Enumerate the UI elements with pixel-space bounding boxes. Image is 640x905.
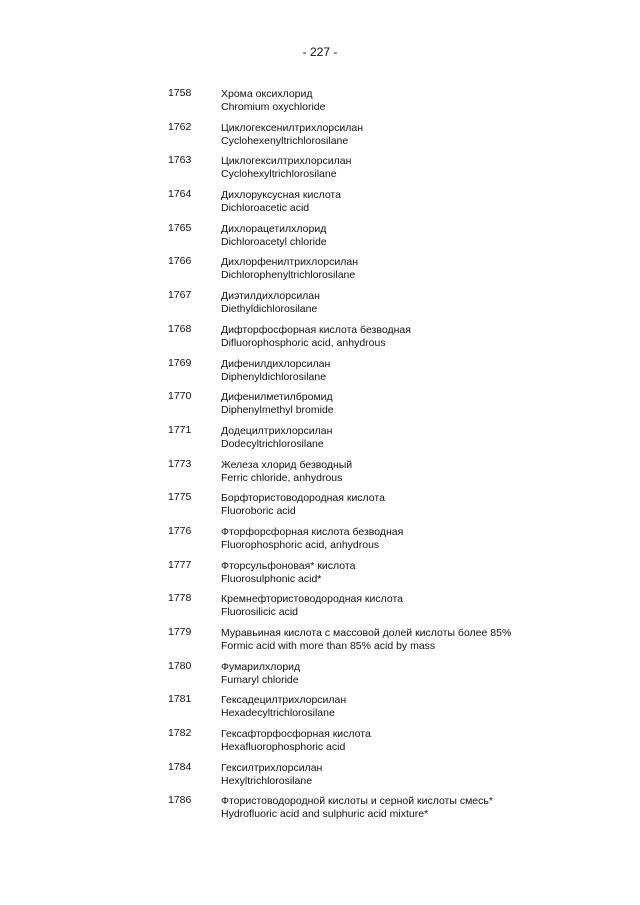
entry-names [221, 290, 608, 324]
entry-names [221, 223, 608, 257]
entry-number: 1762 [168, 120, 192, 133]
entry-name-russian: Фтористоводородной кислоты и серной кислоты смесь* [221, 795, 493, 808]
entry-number: 1764 [168, 188, 192, 201]
entry-name-english: Cyclohexyltrichlorosilane [221, 168, 337, 181]
entry-names [221, 155, 608, 189]
entry-names [221, 425, 608, 459]
entry-names [221, 560, 608, 594]
entry-name-russian: Гексафторфосфорная кислота [221, 728, 371, 741]
entry-1763 [168, 155, 608, 189]
entry-1782 [168, 728, 608, 762]
entry-number: 1771 [168, 423, 192, 436]
entry-1771 [168, 425, 608, 459]
entry-name-russian: Фторсульфоновая* кислота [221, 559, 356, 572]
entry-name-russian: Дихлоруксусная кислота [221, 189, 341, 202]
entry-name-russian: Кремнефтористоводородная кислота [221, 593, 404, 606]
entry-name-russian: Гексадецилтрихлорсилан [221, 694, 347, 707]
entry-name-english: Hydrofluoric acid and sulphuric acid mixture* [221, 808, 429, 821]
entry-name-russian: Муравьиная кислота с массовой долей кислоты более 85% [221, 627, 512, 639]
entry-1758 [168, 88, 608, 122]
entry-name-russian: Дихлорацетилхлорид [221, 222, 327, 235]
entry-name-english: Dichloroacetic acid [221, 202, 310, 215]
entry-number: 1781 [168, 693, 192, 706]
entry-1780 [168, 661, 608, 695]
entry-name-russian: Диэтилдихлорсилан [221, 290, 320, 303]
entry-names [221, 593, 608, 627]
entry-number: 1768 [168, 322, 192, 335]
entry-name-russian: Дифторфосфорная кислота безводная [221, 323, 411, 336]
entry-number: 1784 [168, 760, 192, 773]
entry-name-english: Hexafluorophosphoric acid [221, 741, 346, 754]
entry-name-english: Diphenyldichlorosilane [221, 370, 327, 383]
entry-list [168, 88, 608, 829]
entry-1778 [168, 593, 608, 627]
entry-1767 [168, 290, 608, 324]
entry-name-russian: Додецилтрихлорсилан [221, 424, 333, 437]
entry-names [221, 762, 608, 796]
entry-1764 [168, 189, 608, 223]
entry-name-english: Cyclohexenyltrichlorosilane [221, 134, 349, 147]
entry-name-english: Fluoroboric acid [221, 505, 296, 518]
page-number: - 227 - [302, 45, 338, 59]
entry-number: 1780 [168, 659, 192, 672]
entry-1768 [168, 324, 608, 358]
entry-1773 [168, 459, 608, 493]
entry-1781 [168, 694, 608, 728]
entry-name-russian: Хрома оксихлорид [221, 88, 313, 100]
entry-names [221, 358, 608, 392]
entry-names [221, 627, 608, 661]
entry-number: 1763 [168, 154, 192, 167]
entry-1784 [168, 762, 608, 796]
entry-name-russian: Дихлорфенилтрихлорсилан [221, 256, 358, 269]
entry-names [221, 88, 608, 122]
entry-name-russian: Фумарилхлорид [221, 660, 301, 673]
entry-name-russian: Дифенилдихлорсилан [221, 357, 331, 370]
entry-number: 1776 [168, 524, 192, 537]
entry-names [221, 526, 608, 560]
entry-name-english: Diphenylmethyl bromide [221, 404, 334, 417]
entry-names [221, 189, 608, 223]
entry-names [221, 694, 608, 728]
entry-1762 [168, 122, 608, 156]
entry-name-russian: Циклогексенилтрихлорсилан [221, 121, 364, 134]
entry-number: 1766 [168, 255, 192, 268]
entry-number: 1770 [168, 390, 192, 403]
entry-name-russian: Железа хлорид безводный [221, 458, 353, 471]
entry-1769 [168, 358, 608, 392]
entry-name-english: Formic acid with more than 85% acid by mass [221, 640, 436, 652]
entry-name-english: Fluorosilicic acid [221, 606, 299, 619]
entry-name-russian: Циклогексилтрихлорсилан [221, 155, 352, 168]
entry-name-english: Fumaryl chloride [221, 673, 299, 686]
entry-1779 [168, 627, 608, 661]
entry-name-english: Fluorophosphoric acid, anhydrous [221, 538, 380, 551]
entry-names [221, 492, 608, 526]
entry-name-english: Dichloroacetyl chloride [221, 235, 327, 248]
entry-names [221, 661, 608, 695]
entry-number: 1769 [168, 356, 192, 369]
entry-name-russian: Борфтористоводородная кислота [221, 492, 385, 505]
entry-1770 [168, 391, 608, 425]
entry-name-english: Dodecyltrichlorosilane [221, 437, 324, 450]
entry-name-english: Ferric chloride, anhydrous [221, 471, 343, 484]
entry-number: 1775 [168, 491, 192, 504]
entry-number: 1782 [168, 727, 192, 740]
entry-name-english: Diethyldichlorosilane [221, 303, 318, 316]
entry-1775 [168, 492, 608, 526]
entry-1766 [168, 256, 608, 290]
entry-1777 [168, 560, 608, 594]
entry-names [221, 459, 608, 493]
entry-number: 1777 [168, 558, 192, 571]
entry-name-english: Fluorosulphonic acid* [221, 572, 322, 585]
entry-name-russian: Фторфорсфорная кислота безводная [221, 525, 404, 538]
entry-number: 1767 [168, 289, 192, 302]
entry-names [221, 795, 608, 829]
entry-names [221, 122, 608, 156]
entry-number: 1765 [168, 221, 192, 234]
entry-number: 1778 [168, 592, 192, 605]
entry-names [221, 728, 608, 762]
entry-name-russian: Гексилтрихлорсилан [221, 761, 323, 774]
entry-names [221, 391, 608, 425]
entry-1776 [168, 526, 608, 560]
entry-name-english: Chromium oxychloride [221, 101, 326, 113]
entry-name-russian: Дифенилметилбромид [221, 391, 333, 404]
entry-name-english: Hexyltrichlorosilane [221, 774, 313, 787]
entry-name-english: Hexadecyltrichlorosilane [221, 707, 335, 720]
entry-number: 1773 [168, 457, 192, 470]
entry-1786 [168, 795, 608, 829]
entry-number: 1758 [168, 87, 192, 99]
entry-number: 1779 [168, 626, 192, 638]
entry-1765 [168, 223, 608, 257]
entry-number: 1786 [168, 794, 192, 807]
entry-names [221, 256, 608, 290]
entry-name-english: Difluorophosphoric acid, anhydrous [221, 336, 386, 349]
entry-name-english: Dichlorophenyltrichlorosilane [221, 269, 356, 282]
entry-names [221, 324, 608, 358]
